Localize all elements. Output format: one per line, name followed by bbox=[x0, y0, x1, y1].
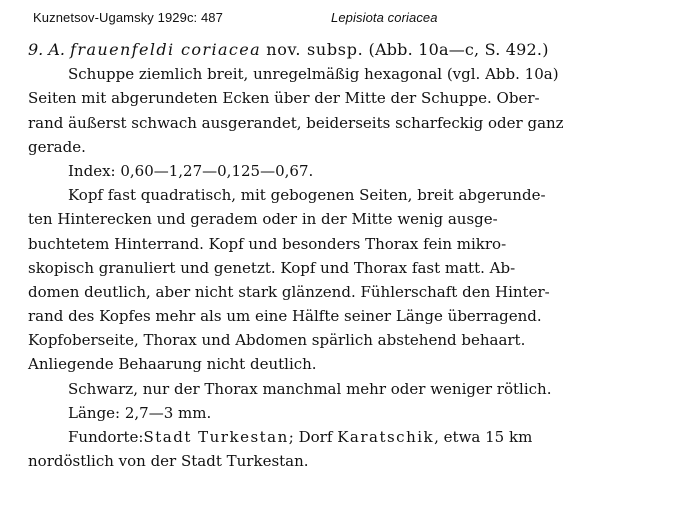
paragraph-scale bbox=[28, 62, 660, 159]
species-name: frauenfeldi coriacea bbox=[70, 40, 262, 59]
species-number: 9. bbox=[28, 40, 44, 59]
text-line: Kopfoberseite, Thorax und Abdomen spärlich abstehend behaart. bbox=[28, 331, 526, 350]
locality-distance: etwa 15 km bbox=[443, 428, 533, 446]
page-header bbox=[33, 10, 438, 25]
text-line: buchtetem Hinterrand. Kopf und besonders Thorax fein mikro- bbox=[28, 234, 507, 253]
citation-source: Kuznetsov-Ugamsky 1929c: 487 bbox=[33, 10, 223, 25]
text-line: Schuppe ziemlich breit, unregelmäßig hexagonal (vgl. Abb. 10a) bbox=[68, 65, 559, 84]
text-line: domen deutlich, aber nicht stark glänzend. Fühlerschaft den Hinter- bbox=[28, 282, 550, 301]
figure-reference: (Abb. 10a—c, S. 492.) bbox=[368, 40, 549, 59]
genus-abbrev: A. bbox=[48, 40, 65, 59]
text-line: gerade. bbox=[28, 137, 86, 156]
paragraph-index: Index: 0,60—1,27—0,125—0,67. bbox=[68, 161, 314, 180]
paragraph-localities bbox=[28, 425, 660, 473]
localities-line: Fundorte:Stadt Turkestan; Dorf Karatschik, etwa 15 km bbox=[68, 428, 533, 446]
species-title bbox=[28, 38, 660, 62]
taxon-name: Lepisiota coriacea bbox=[331, 10, 438, 25]
text-line: rand des Kopfes mehr als um eine Hälfte seiner Länge überragend. bbox=[28, 307, 542, 326]
text-line: ten Hinterecken und geradem oder in der Mitte wenig ausge- bbox=[28, 210, 498, 229]
document-body bbox=[28, 38, 660, 473]
paragraph-head bbox=[28, 183, 660, 377]
taxon-status: nov. subsp. bbox=[266, 40, 364, 59]
locality-turkestan: Stadt Turkestan bbox=[143, 428, 289, 446]
locality-karatschik: Karatschik bbox=[337, 428, 435, 446]
text-line: nordöstlich von der Stadt Turkestan. bbox=[28, 452, 309, 471]
text-line: rand äußerst schwach ausgerandet, beiderseits scharfeckig oder ganz bbox=[28, 113, 564, 132]
text-line: skopisch granuliert und genetzt. Kopf und Thorax fast matt. Ab- bbox=[28, 258, 516, 277]
locality-separator: ; bbox=[288, 428, 294, 446]
paragraph-color: Schwarz, nur der Thorax manchmal mehr oder weniger rötlich. bbox=[68, 379, 552, 398]
text-line: Anliegende Behaarung nicht deutlich. bbox=[28, 355, 317, 374]
locality-prefix: Dorf bbox=[298, 428, 333, 446]
paragraph-length: Länge: 2,7—3 mm. bbox=[68, 403, 212, 422]
text-line: Kopf fast quadratisch, mit gebogenen Seiten, breit abgerunde- bbox=[68, 186, 546, 205]
localities-label: Fundorte: bbox=[68, 428, 144, 446]
text-line: Seiten mit abgerundeten Ecken über der Mitte der Schuppe. Ober- bbox=[28, 89, 540, 108]
